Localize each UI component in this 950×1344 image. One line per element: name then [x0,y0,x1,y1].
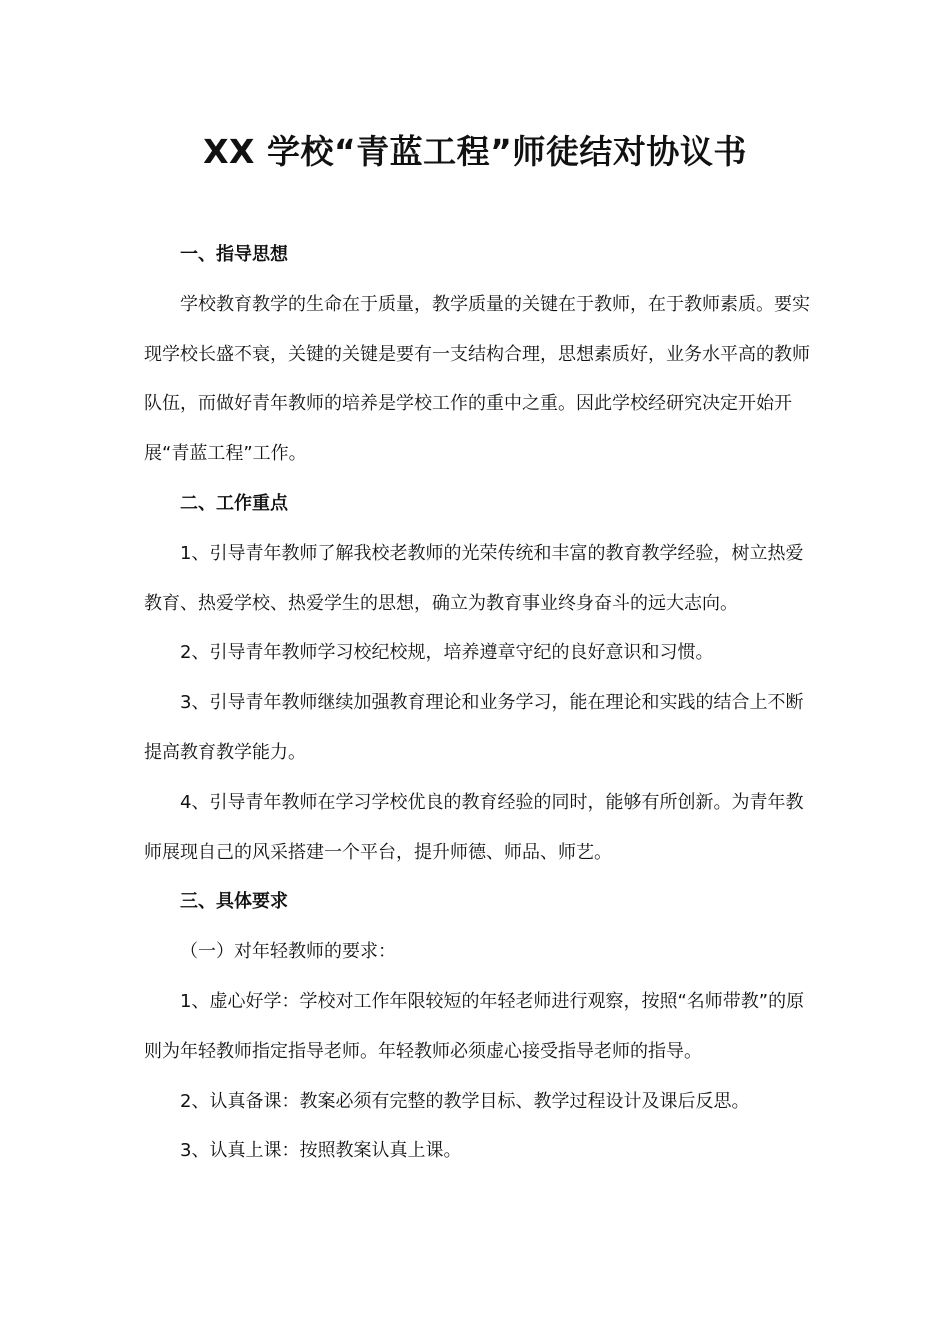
paragraph: 1、虚心好学：学校对工作年限较短的年轻老师进行观察，按照“名师带教”的原则为年轻教师指定指导老师。年轻教师必须虚心接受指导老师的指导。 [144,990,805,1062]
subheading: （一）对年轻教师的要求： [180,941,396,963]
paragraph: 学校教育教学的生命在于质量，教学质量的关键在于教师，在于教师素质。要实现学校长盛不衰，关键的关键是要有一支结构合理，思想素质好，业务水平高的教师队伍，而做好青年教师的培养是学校工作的重中之重。因此学校经研究决定开始开展“青蓝工程”工作。 [144,293,810,465]
paragraph: 1、引导青年教师了解我校老教师的光荣传统和丰富的教育教学经验，树立热爱教育、热爱学校、热爱学生的思想，确立为教育事业终身奋斗的远大志向。 [144,542,804,614]
section-heading-guiding-thought: 一、指导思想 [180,244,288,265]
section-heading-work-focus: 二、工作重点 [180,492,288,514]
paragraph: 2、引导青年教师学习校纪校规，培养遵章守纪的良好意识和习惯。 [180,642,714,664]
paragraph: 3、引导青年教师继续加强教育理论和业务学习，能在理论和实践的结合上不断提高教育教学能力。 [144,692,804,763]
paragraph: 3、认真上课：按照教案认真上课。 [180,1140,462,1162]
paragraph: 4、引导青年教师在学习学校优良的教育经验的同时，能够有所创新。为青年教师展现自己的风采搭建一个平台，提升师德、师品、师艺。 [144,791,804,863]
section-heading-specific-requirements: 三、具体要求 [180,891,288,913]
paragraph: 2、认真备课：教案必须有完整的教学目标、教学过程设计及课后反思。 [180,1090,750,1112]
document-title: XX 学校“青蓝工程”师徒结对协议书 [203,132,747,171]
document-body [144,230,814,1176]
